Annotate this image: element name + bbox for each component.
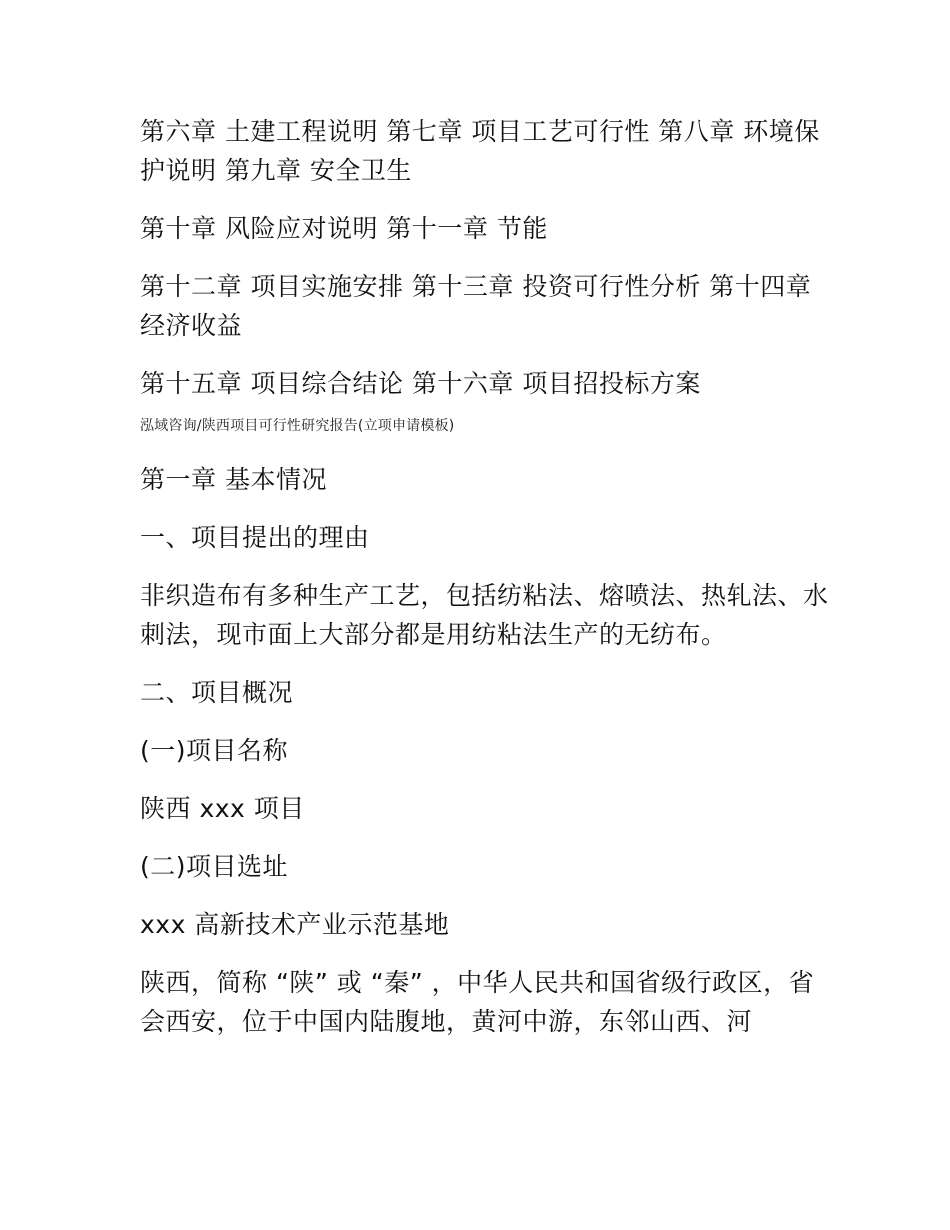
location-description: 陕西，简称 “陕” 或 “秦” ，中华人民共和国省级行政区，省会西安，位于中国内陆腹地，黄河中游，东邻山西、河 — [140, 968, 815, 1036]
toc-line-4: 第十五章 项目综合结论 第十六章 项目招投标方案 — [140, 369, 701, 398]
section-body-reason: 非织造布有多种生产工艺，包括纺粘法、熔喷法、热轧法、水刺法，现市面上大部分都是用纺粘法生产的无纺布。 — [140, 581, 829, 649]
subsection-title-location: (二)项目选址 — [140, 852, 289, 881]
running-header: 泓域咨询/陕西项目可行性研究报告(立项申请模板) — [140, 418, 455, 434]
subsection-title-name: (一)项目名称 — [140, 736, 289, 765]
section-title-reason: 一、项目提出的理由 — [140, 523, 370, 552]
project-location-value: xxx 高新技术产业示范基地 — [140, 910, 450, 939]
toc-line-3: 第十二章 项目实施安排 第十三章 投资可行性分析 第十四章 经济收益 — [140, 272, 812, 340]
project-name-value: 陕西 xxx 项目 — [140, 794, 305, 823]
toc-line-1: 第六章 土建工程说明 第七章 项目工艺可行性 第八章 环境保护说明 第九章 安全卫生 — [140, 117, 820, 185]
chapter-title: 第一章 基本情况 — [140, 465, 327, 494]
document-body — [140, 112, 830, 1060]
toc-line-2: 第十章 风险应对说明 第十一章 节能 — [140, 214, 548, 243]
section-title-overview: 二、项目概况 — [140, 678, 294, 707]
